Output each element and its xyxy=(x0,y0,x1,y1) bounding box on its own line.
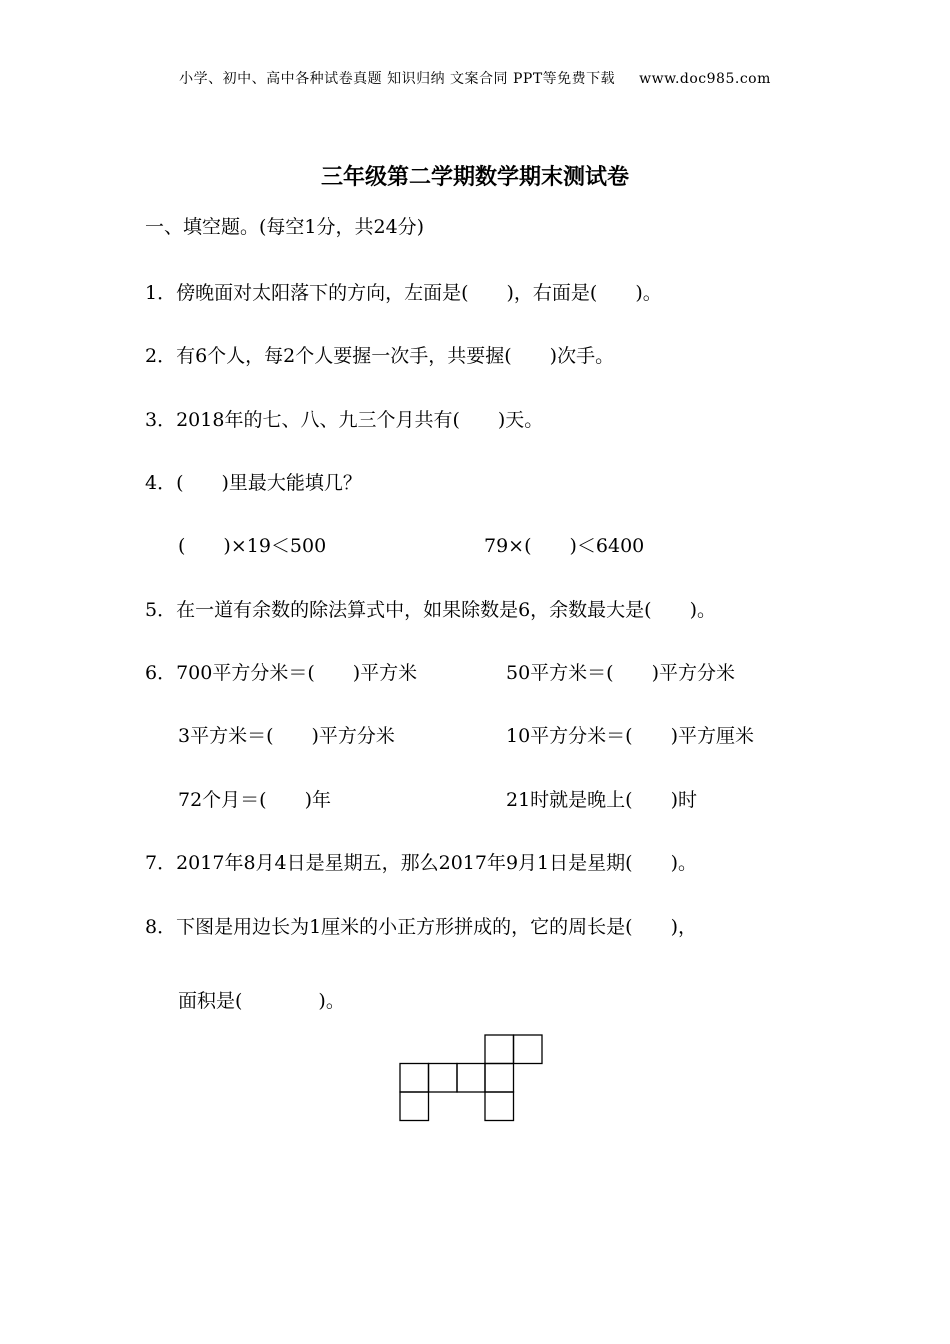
grid-square xyxy=(400,1064,429,1093)
question-6-part-f: 21时就是晚上( )时 xyxy=(506,789,698,811)
grid-square xyxy=(429,1064,458,1093)
grid-square xyxy=(485,1092,514,1121)
question-1: 1．傍晚面对太阳落下的方向，左面是( )，右面是( )。 xyxy=(145,282,662,304)
question-4-part-b: 79×( )＜6400 xyxy=(484,535,645,557)
question-8-continued: 面积是( )。 xyxy=(178,990,345,1012)
question-3: 3．2018年的七、八、九三个月共有( )天。 xyxy=(145,409,544,431)
page-title: 三年级第二学期数学期末测试卷 xyxy=(320,165,629,190)
section-heading: 一、填空题。(每空1分，共24分) xyxy=(145,216,425,238)
grid-square xyxy=(485,1035,514,1064)
question-5: 5．在一道有余数的除法算式中，如果除数是6，余数最大是( )。 xyxy=(145,599,717,621)
question-4-part-a: ( )×19＜500 xyxy=(178,535,327,557)
question-6-part-e: 72个月＝( )年 xyxy=(178,789,332,811)
grid-square xyxy=(485,1064,514,1093)
question-6-part-c: 3平方米＝( )平方分米 xyxy=(178,725,395,747)
grid-square xyxy=(514,1035,543,1064)
question-7: 7．2017年8月4日是星期五，那么2017年9月1日是星期( )。 xyxy=(145,852,697,874)
square-grid-figure xyxy=(399,1034,544,1122)
grid-square xyxy=(400,1092,429,1121)
page-header xyxy=(0,68,950,88)
question-8: 8．下图是用边长为1厘米的小正方形拼成的，它的周长是( )， xyxy=(145,916,698,938)
question-2: 2．有6个人，每2个人要握一次手，共要握( )次手。 xyxy=(145,345,615,367)
question-4: 4．( )里最大能填几？ xyxy=(145,472,362,494)
question-6-part-a: 6．700平方分米＝( )平方米 xyxy=(145,662,418,684)
header-text: 小学、初中、高中各种试卷真题 知识归纳 文案合同 PPT等免费下载 xyxy=(179,71,616,87)
question-6-part-b: 50平方米＝( )平方分米 xyxy=(506,662,736,684)
grid-square xyxy=(457,1064,485,1093)
header-site: www.doc985.com xyxy=(639,71,771,87)
question-6-part-d: 10平方分米＝( )平方厘米 xyxy=(506,725,755,747)
